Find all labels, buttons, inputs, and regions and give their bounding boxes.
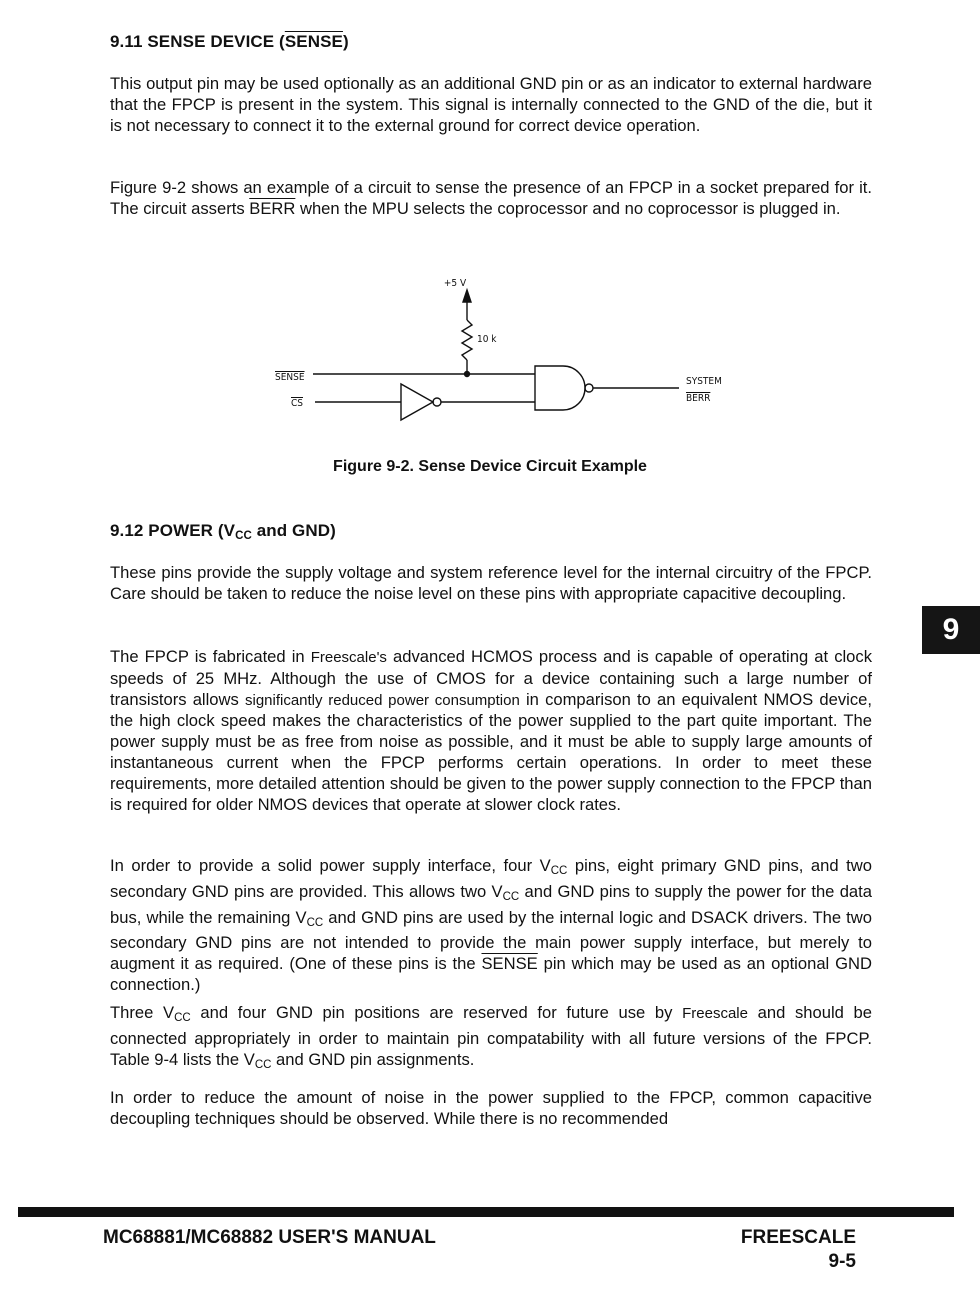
sense-overbar: SENSE — [284, 32, 343, 51]
paragraph-power-interface: In order to provide a solid power supply interface, four $V_{CC}$ pins, eight primary GND pins, and two secondary GND pins are provided. This allows two $V_{CC}$ and GND pins to supply the power for the data bus, while the remaining $V_{CC}$ and GND pins are used by the internal logic and DSACK drivers. The two secondary GND pins are not intended to provide the main power supply interface, but merely to augment it as required. (One of these pins is the SENSE pin which may be used as an optional GND connection.) — [110, 856, 872, 994]
input-cs-label: CS — [291, 398, 303, 409]
paragraph-sense-intro: This output pin may be used optionally as an additional GND pin or as an indicator to external hardware that the FPCP is present in the system. This signal is internally connected to the GND of the die, but it is not necessary to connect it to the external ground for correct device operation. — [110, 74, 872, 135]
section-9-11-heading: 9.11 SENSE DEVICE (SENSE) — [110, 32, 349, 51]
output-berr-label: BERR — [686, 393, 711, 404]
footer-rule — [18, 1207, 954, 1217]
paragraph-decoupling: In order to reduce the amount of noise in the power supplied to the FPCP, common capacitive decoupling techniques should be observed. While there is no recommended — [110, 1088, 872, 1128]
paragraph-reserved-pins: Three $V_{CC}$ and four GND pin positions are reserved for future use by Freescale and should be connected appropriately in order to maintain pin compatability with all future versions of the FPCP. Table 9-4 lists the $V_{CC}$ and GND pin assignments. — [110, 1003, 873, 1071]
footer-brand: FREESCALE — [740, 1227, 856, 1248]
section-9-12-heading: 9.12 POWER ($V_{CC}$ and GND) — [110, 521, 336, 542]
paragraph-sense-figure-ref: Figure 9-2 shows an example of a circuit to sense the presence of an FPCP in a socket prepared for it. The circuit asserts BERR when the MPU selects the coprocessor and no coprocessor is plugged in. — [110, 178, 872, 218]
nand-gate-icon — [535, 366, 585, 410]
output-system-label: SYSTEM — [686, 376, 722, 387]
nand-bubble — [585, 384, 593, 392]
figure-caption: Figure 9-2. Sense Device Circuit Example — [333, 458, 647, 475]
paragraph-power-intro: These pins provide the supply voltage and system reference level for the internal circuitry of the FPCP. Care should be taken to reduce the noise level on these pins with appropriate capacitive decoupling. — [110, 563, 872, 603]
supply-arrow-icon — [463, 290, 471, 302]
input-sense-label: SENSE — [275, 372, 305, 383]
footer-page-number: 9-5 — [828, 1251, 856, 1272]
footer-manual-title: MC68881/MC68882 USER'S MANUAL — [103, 1227, 436, 1248]
supply-label: +5 V — [443, 278, 467, 289]
sense-circuit-diagram — [265, 270, 735, 430]
resistor-symbol — [462, 320, 472, 360]
chapter-tab: 9 — [922, 606, 980, 654]
resistor-label: 10 k — [477, 334, 497, 345]
paragraph-hcmos: The FPCP is fabricated in Freescale's advanced HCMOS process and is capable of operating at clock speeds of 25 MHz. Although the use of CMOS for a device containing such a large number of transistors allows significantly reduced power consumption in comparison to an equivalent NMOS device, the high clock speed makes the characteristics of the power supplied to the part quite important. The power supply must be as free from noise as possible, and it must be able to supply large amounts of instantaneous current when the FPCP performs certain operations. In order to meet these requirements, more detailed attention should be given to the power supply connection to the FPCP than is required for older NMOS devices that operate at slower clock rates. — [110, 647, 872, 814]
inverter-gate-icon — [401, 384, 433, 420]
